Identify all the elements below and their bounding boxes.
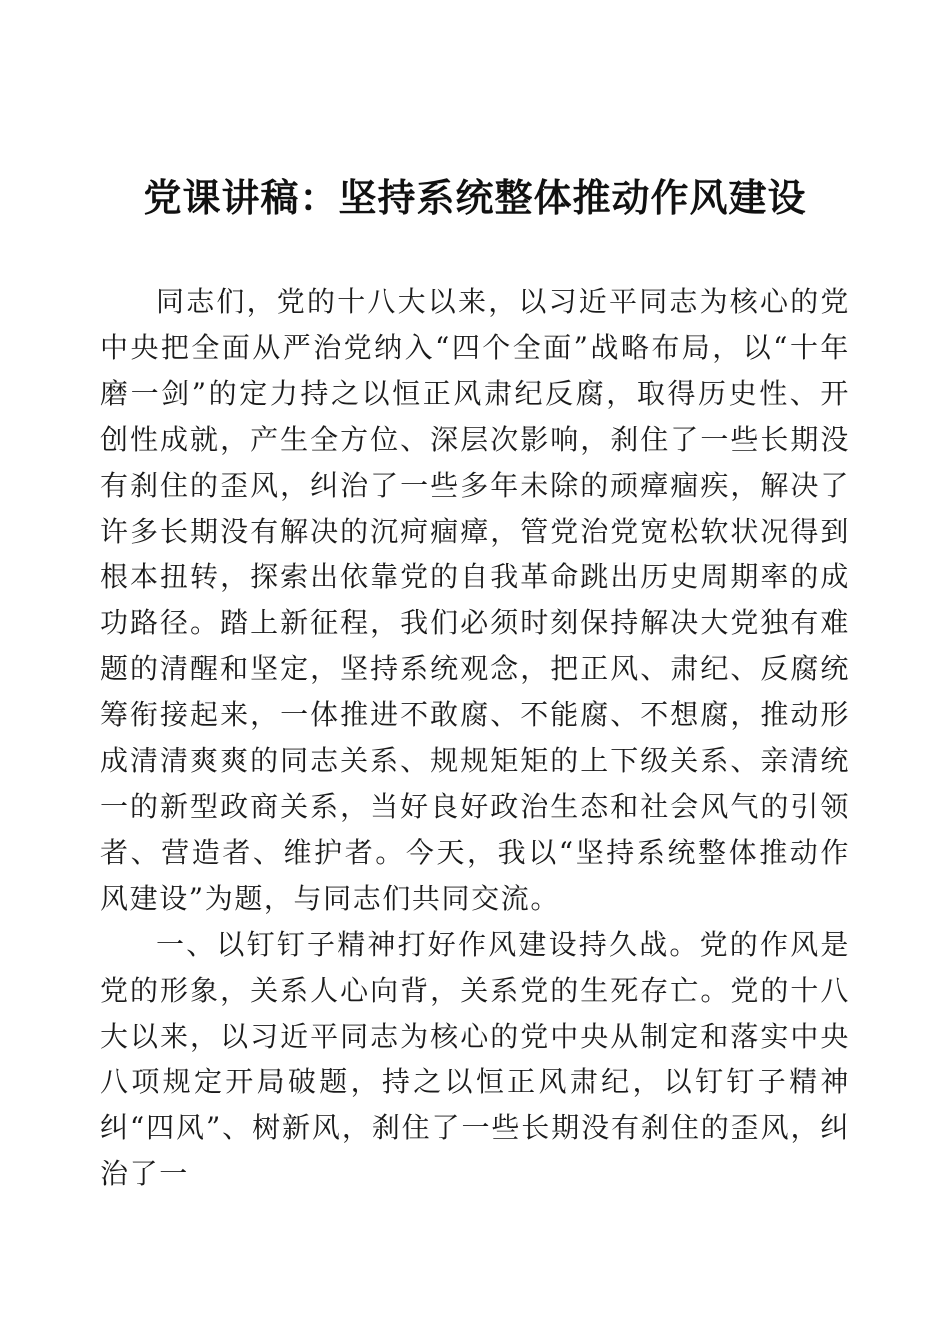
document-body (100, 279, 850, 1197)
paragraph-intro: 同志们，党的十八大以来，以习近平同志为核心的党中央把全面从严治党纳入“四个全面”战略布局，以“十年磨一剑”的定力持之以恒正风肃纪反腐，取得历史性、开创性成就，产生全方位、深层次影响，刹住了一些长期没有刹住的歪风，纠治了一些多年未除的顽瘴痼疾，解决了许多长期没有解决的沉疴痼瘴，管党治党宽松软状况得到根本扭转，探索出依靠党的自我革命跳出历史周期率的成功路径。踏上新征程，我们必须时刻保持解决大党独有难题的清醒和坚定，坚持系统观念，把正风、肃纪、反腐统筹衔接起来，一体推进不敢腐、不能腐、不想腐，推动形成清清爽爽的同志关系、规规矩矩的上下级关系、亲清统一的新型政商关系，当好良好政治生态和社会风气的引领者、营造者、维护者。今天，我以“坚持系统整体推动作风建设”为题，与同志们共同交流。 (100, 285, 850, 915)
paragraph-section-one: 一、以钉钉子精神打好作风建设持久战。党的作风是党的形象，关系人心向背，关系党的生死存亡。党的十八大以来，以习近平同志为核心的党中央从制定和落实中央八项规定开局破题，持之以恒正风肃纪，以钉钉子精神纠“四风”、树新风，刹住了一些长期没有刹住的歪风，纠治了一 (100, 927, 850, 1191)
document-title: 党课讲稿：坚持系统整体推动作风建设 (143, 175, 807, 220)
